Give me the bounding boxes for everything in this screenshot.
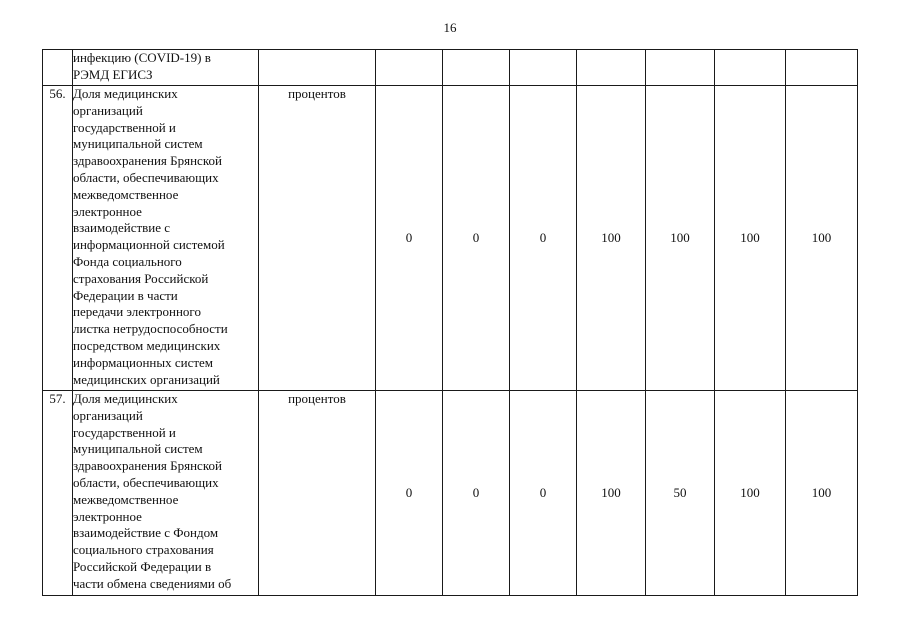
- indicator-name: Доля медицинских организаций государственной и муниципальной систем здравоохранения Брянской области, обеспечивающих межведомственное электронное взаимодействие с Фондом социального страхования Российской Федерации в части обмена сведениями об: [73, 391, 259, 596]
- value-cell: 100: [577, 86, 646, 391]
- value-cell: [715, 50, 786, 86]
- value-cell: [577, 50, 646, 86]
- indicator-name: Доля медицинских организаций государственной и муниципальной систем здравоохранения Брянской области, обеспечивающих межведомственное электронное взаимодействие с информационной системой Фонда социального страхования Российской Федерации в части передачи электронного листка нетрудоспособности посредством медицинских информационных систем медицинских организаций: [73, 86, 259, 391]
- row-number: [43, 50, 73, 86]
- value-cell: [786, 50, 858, 86]
- value-cell: 0: [443, 391, 510, 596]
- unit-cell: процентов: [259, 391, 376, 596]
- value-cell: 100: [715, 391, 786, 596]
- indicator-name: инфекцию (COVID-19) в РЭМД ЕГИСЗ: [73, 50, 259, 86]
- value-cell: 100: [577, 391, 646, 596]
- table-body: [43, 50, 858, 596]
- value-cell: 0: [510, 86, 577, 391]
- value-cell: 100: [786, 391, 858, 596]
- page-number: 16: [443, 20, 457, 35]
- unit-cell: [259, 50, 376, 86]
- value-cell: [443, 50, 510, 86]
- table-row: [43, 391, 858, 596]
- value-cell: 0: [443, 86, 510, 391]
- value-cell: [510, 50, 577, 86]
- value-cell: 100: [786, 86, 858, 391]
- value-cell: [646, 50, 715, 86]
- table-row: [43, 86, 858, 391]
- row-number: 57.: [43, 391, 73, 596]
- value-cell: 0: [510, 391, 577, 596]
- value-cell: 100: [646, 86, 715, 391]
- unit-cell: процентов: [259, 86, 376, 391]
- value-cell: [376, 50, 443, 86]
- value-cell: 0: [376, 86, 443, 391]
- value-cell: 100: [715, 86, 786, 391]
- row-number: 56.: [43, 86, 73, 391]
- value-cell: 0: [376, 391, 443, 596]
- value-cell: 50: [646, 391, 715, 596]
- table-row: [43, 50, 858, 86]
- indicators-table: [42, 49, 858, 596]
